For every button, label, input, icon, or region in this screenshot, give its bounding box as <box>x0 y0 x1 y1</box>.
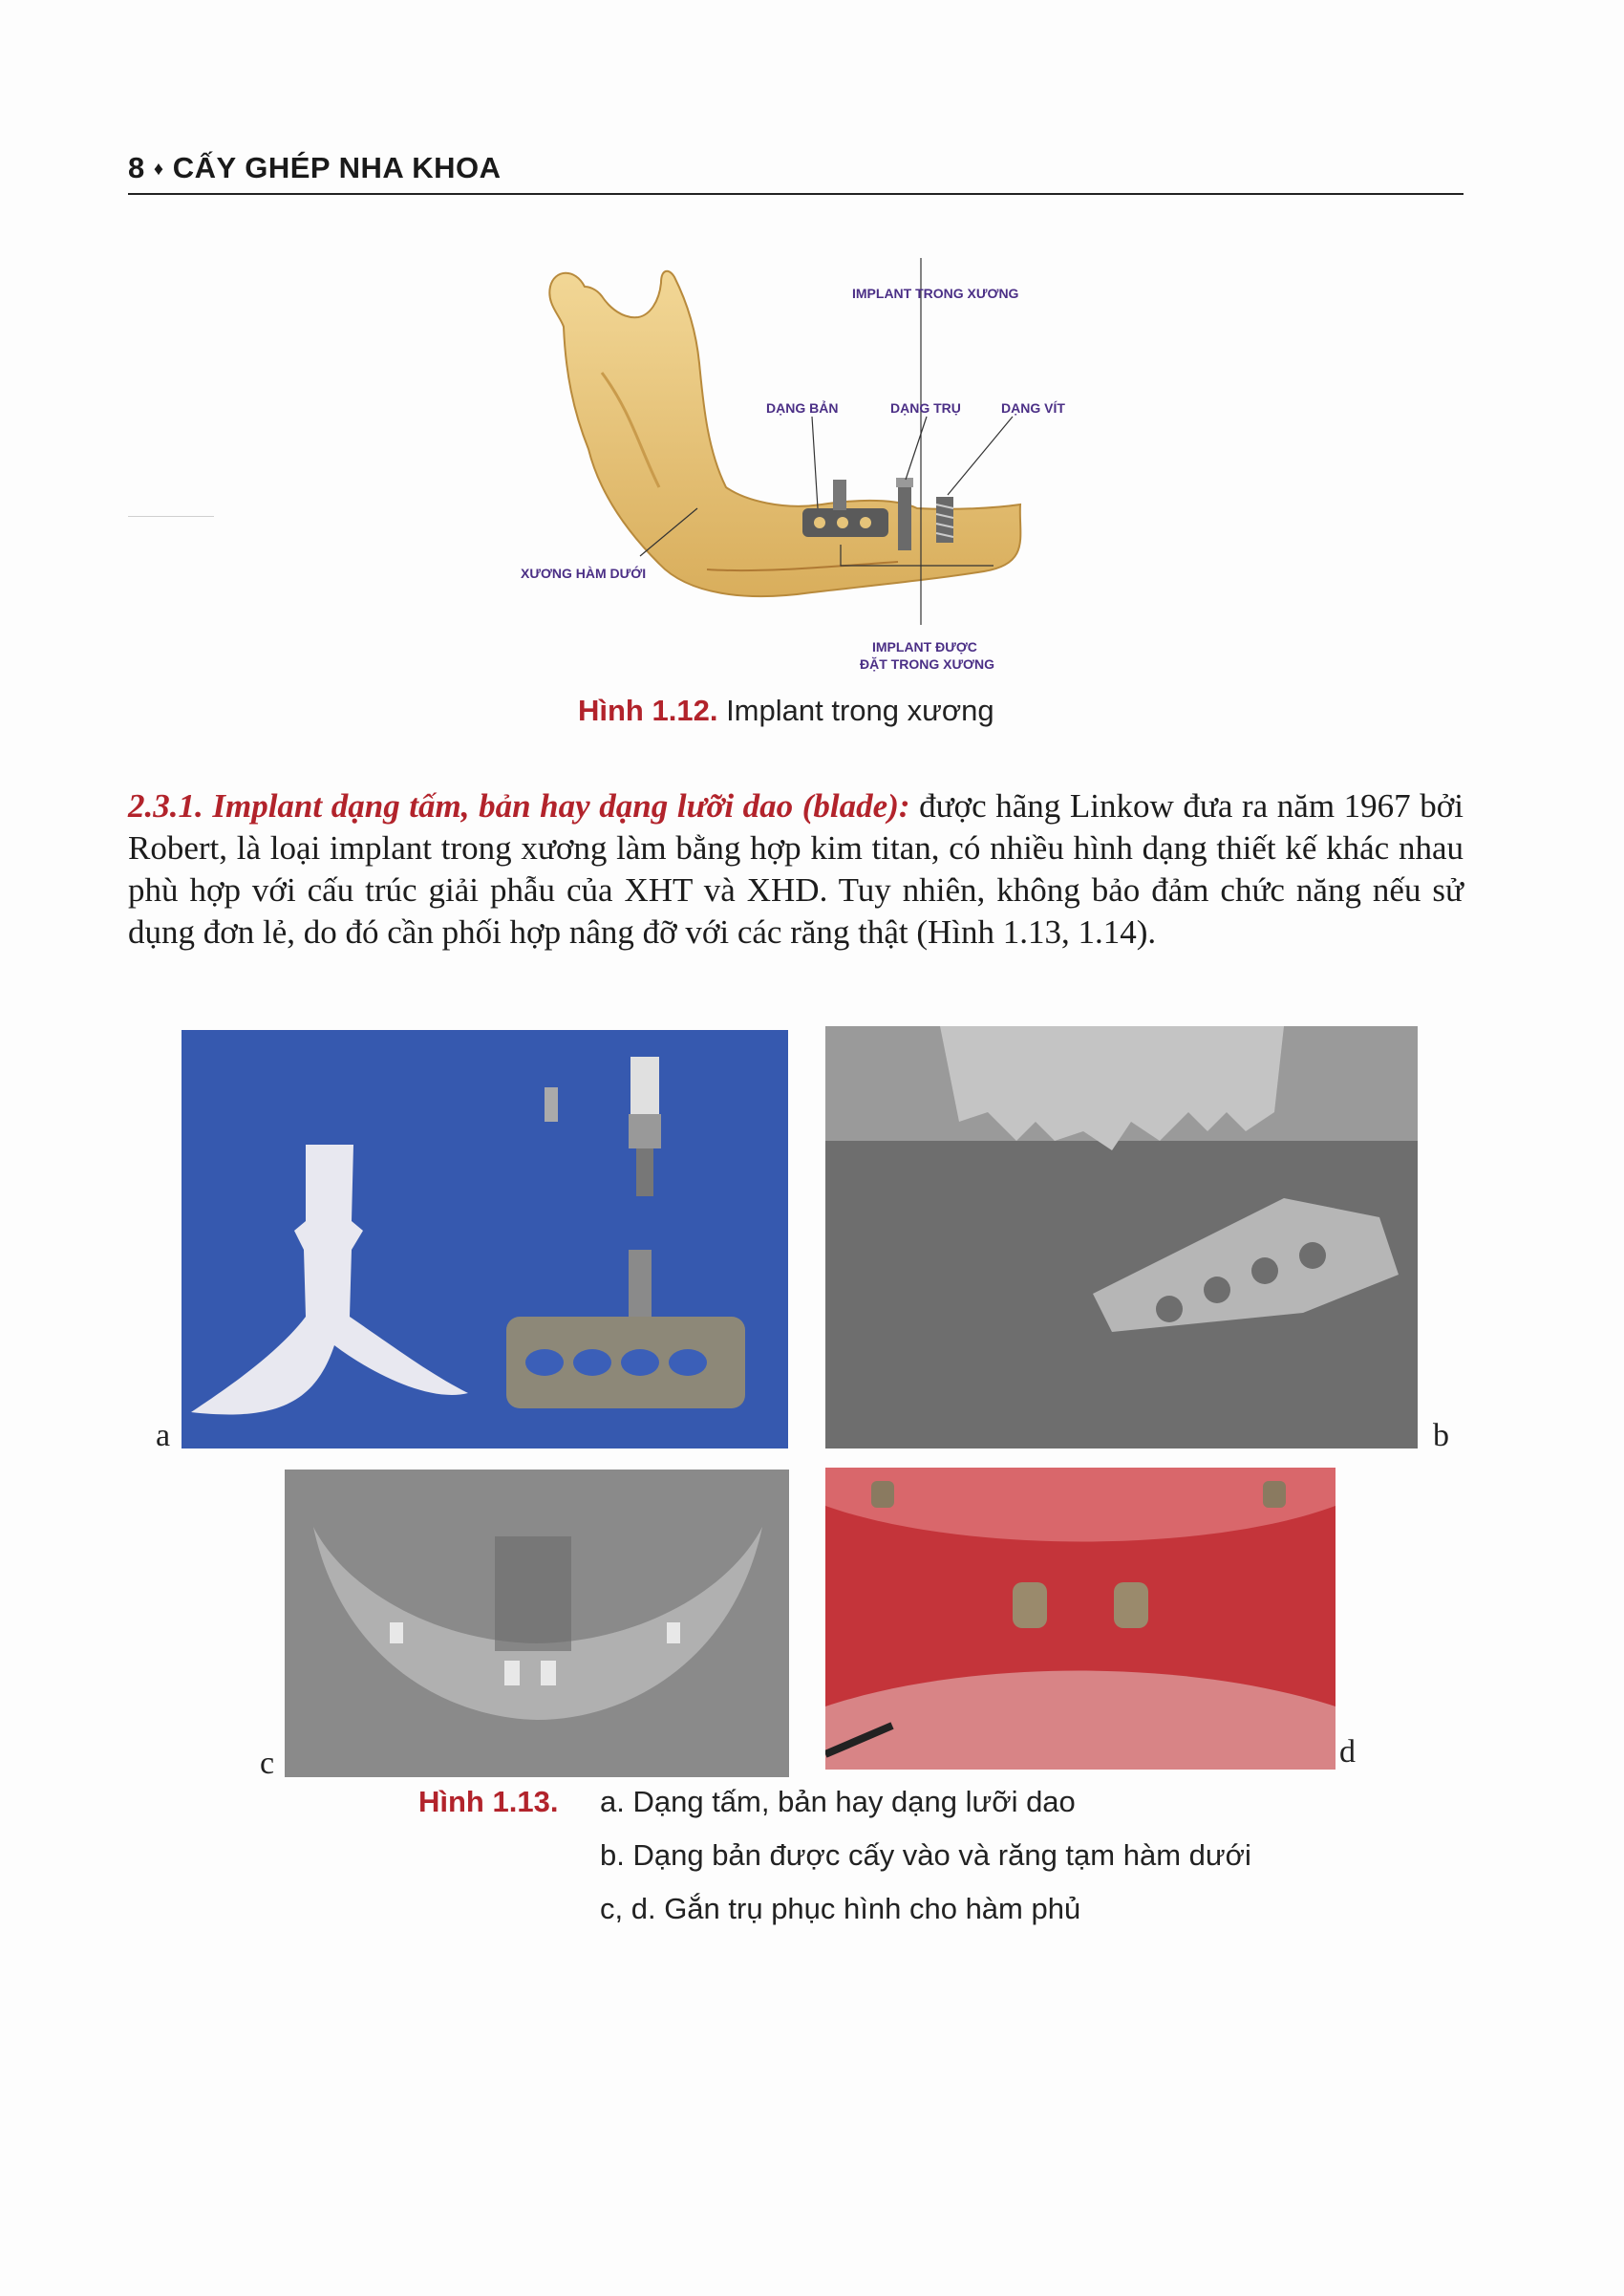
figure-1-13-caption-line-3: c, d. Gắn trụ phục hình cho hàm phủ <box>600 1892 1081 1925</box>
book-title: CẤY GHÉP NHA KHOA <box>172 151 502 184</box>
figure-caption-text: Implant trong xương <box>726 694 994 727</box>
photo-d-clinical <box>825 1468 1336 1770</box>
section-paragraph <box>128 785 1464 954</box>
mandible-shape <box>549 271 1020 596</box>
blade-post <box>629 1250 652 1326</box>
label-dang-ban: DẠNG BẢN <box>766 400 839 416</box>
figure-number: Hình 1.12. <box>578 694 718 727</box>
label-implant-trong-xuong: IMPLANT TRONG XƯƠNG <box>852 286 1019 301</box>
panel-letter-c: c <box>260 1746 275 1781</box>
abutment-center-left <box>1013 1582 1047 1628</box>
cylinder-implant <box>896 478 913 550</box>
abutment <box>630 1057 659 1114</box>
figure-1-13-caption-line-1: a. Dạng tấm, bản hay dạng lưỡi dao <box>600 1785 1076 1818</box>
photo-c-xray <box>285 1470 789 1777</box>
label-implant-duoc-1: IMPLANT ĐƯỢC <box>872 639 977 654</box>
abutment-left <box>871 1481 894 1508</box>
label-implant-duoc-2: ĐẶT TRONG XƯƠNG <box>860 656 994 672</box>
page-header <box>128 151 502 185</box>
panel-letter-a: a <box>156 1418 171 1453</box>
label-xuong-ham-duoi: XƯƠNG HÀM DƯỚI <box>521 566 647 581</box>
page-number: 8 <box>128 151 145 184</box>
abutment-right <box>1263 1481 1286 1508</box>
panel-letter-d: d <box>1339 1734 1356 1770</box>
figure-1-12-caption <box>578 694 994 728</box>
label-dang-vit: DẠNG VÍT <box>1001 400 1065 416</box>
section-heading: 2.3.1. Implant dạng tấm, bản hay dạng lưỡi dao (blade): <box>128 787 910 825</box>
section-body: được hãng Linkow đưa ra năm 1967 bởi Robert, là loại implant trong xương làm bằng hợp kim titan, có nhiều hình dạng thiết kế khác nhau phù hợp với cấu trúc giải phẫu của XHT và XHD. Tuy nhiên, không bảo đảm chức năng nếu sử dụng đơn lẻ, do đó cần phối hợp nâng đỡ với các răng thật (Hình 1.13, 1.14). <box>128 787 1464 951</box>
figure-1-13-caption-line-2: b. Dạng bản được cấy vào và răng tạm hàm dưới <box>600 1838 1251 1872</box>
abutment-center-right <box>1114 1582 1148 1628</box>
panel-letter-b: b <box>1433 1418 1449 1453</box>
photo-a-blade-implant <box>182 1030 788 1448</box>
screw-implant <box>936 497 953 543</box>
jaw-illustration <box>497 258 1108 678</box>
margin-mark <box>128 516 214 517</box>
small-screw <box>545 1087 558 1122</box>
separator-icon: ♦ <box>153 159 164 180</box>
figure-1-13-number: Hình 1.13. <box>418 1785 559 1818</box>
label-dang-tru: DẠNG TRỤ <box>890 400 961 416</box>
photo-b-xray <box>825 1026 1418 1448</box>
header-rule <box>128 193 1464 195</box>
blade-implant <box>802 480 888 537</box>
